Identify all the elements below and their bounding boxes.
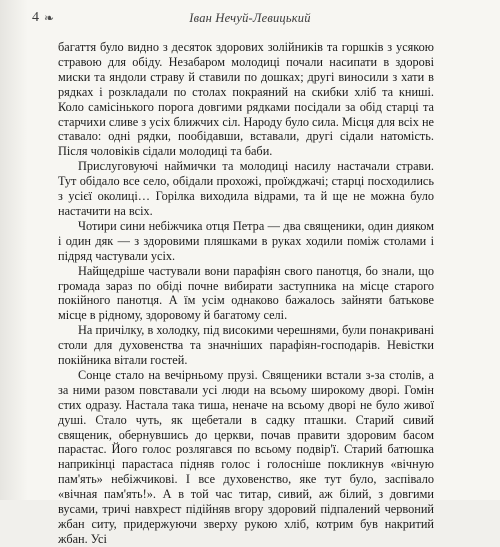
paragraph-3: Чотири сини небіжчика отця Петра — два священики, один дияком і один дяк — з здоровими пляшками в руках ходили поміж столами і підряд частували усіх. bbox=[58, 218, 434, 263]
paragraph-5: На причілку, в холодку, під високими черешнями, були понакривані столи для духовенства та значніших парафіян-господарів. Невістки покійника вітали гостей. bbox=[58, 323, 434, 368]
page-number: 4 bbox=[32, 10, 39, 25]
paragraph-6: Сонце стало на вечірньому прузі. Священики встали з-за столів, а за ними разом повставали усі люди на всьому широкому дворі. Гомін стих одразу. Настала така тиша, неначе на всьому дворі не було живої душі. Стало чуть, як щебетали в садку пташки. Старий сивий священик, обернувшись до церкви, почав правити здоровим басом парастас. Його голос розлягався по всьому подвір'ї. Старий батюшка наприкінці парастаса підняв голос і голосніше покликнув «вічную пам'ять» небіжчикові. І все духовенство, яке тут було, заспівало «вічная пам'ять!». А в той час титар, сивий, аж білий, з довгими вусами, тричі навхрест підійняв вгору здоровий підпалений червоний жбан ситу, придержуючи зверху рукою хліб, котрим був накритий жбан. Усі bbox=[58, 367, 434, 546]
header-ornament-icon: ❧ bbox=[44, 11, 55, 25]
running-title: Іван Нечуй-Левицький bbox=[189, 11, 311, 25]
paragraph-1: багаття було видно з десяток здорових золійників та горшків з усякою стравою для обіду. Незабаром молодиці почали насипати в здорові миски та яндоли страву й ставили по дошках; другі виносили з хати в рядках і розкладали по столах покраяний на скибки хліб та книші. Коло самісінького порога довгими рядками посідали за обід старці та старчихи сливе з усіх ближчих сіл. Народу було сила. Місця для всіх не ставало: одні рядки, пообідавши, вставали, другі сідали натомість. Після чоловіків сідали молодиці та баби. bbox=[58, 40, 434, 159]
page-gutter-shadow bbox=[0, 0, 28, 500]
body-text bbox=[58, 40, 434, 547]
page-header bbox=[30, 10, 470, 32]
paragraph-4: Найщедріше частували вони парафіян свого панотця, бо знали, що громада зараз по обіді почне вибирати заступника на місце старого покійного панотця. А їм усім однаково бажалось зайняти батькове місце в рідному, здоровому й багатому селі. bbox=[58, 263, 434, 323]
paragraph-2: Прислуговуючі наймички та молодиці насилу настачали страви. Тут обідало все село, обідали прохожі, проїжджачі; старці посходились з усієї околиці… Горілка виходила відрами, та й ще не можна було настачити на всіх. bbox=[58, 159, 434, 218]
